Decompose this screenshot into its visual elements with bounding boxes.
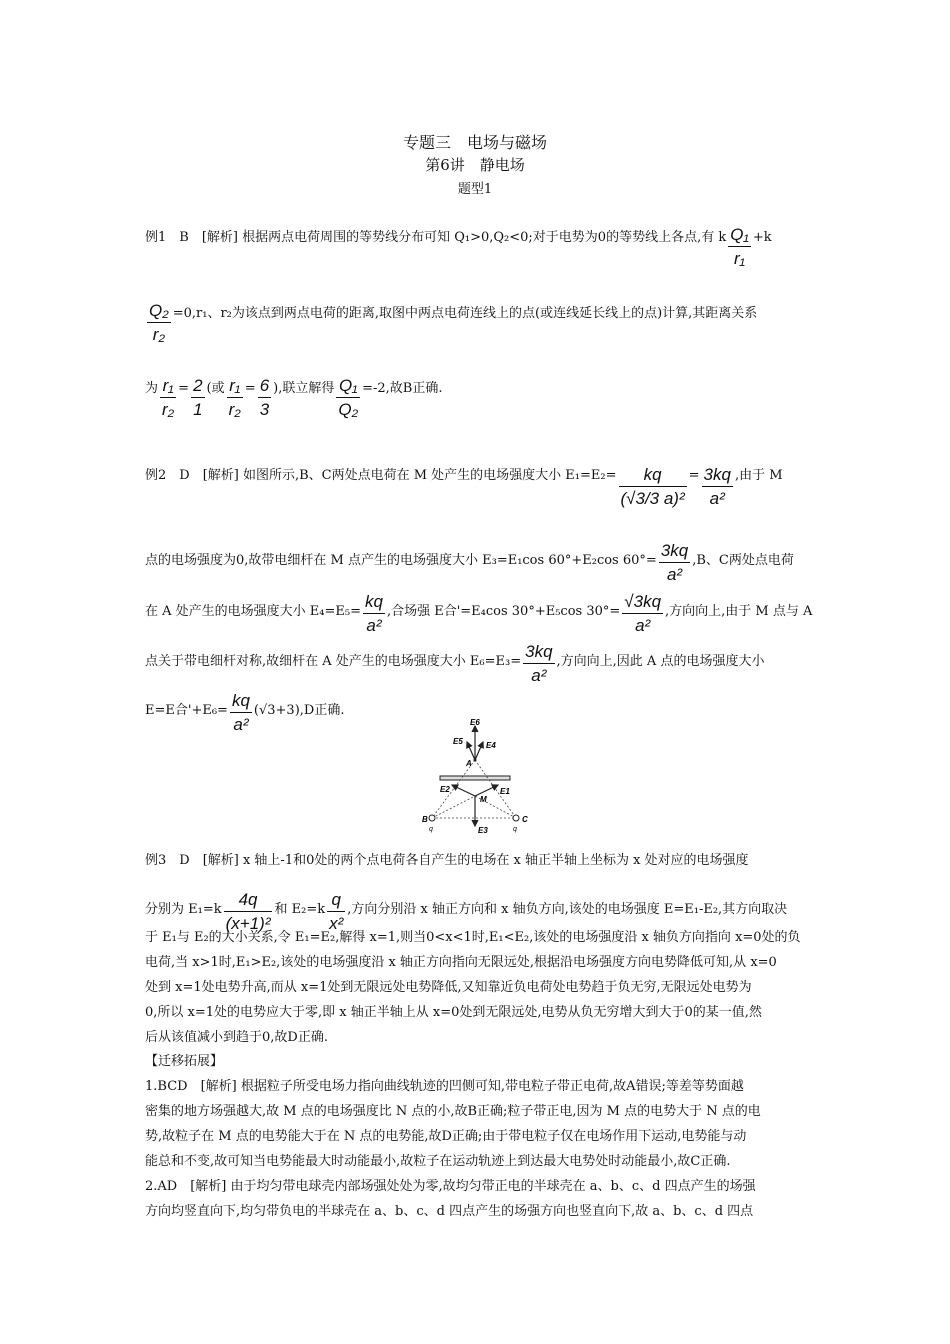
label-e1: E1: [500, 787, 510, 796]
frac-num: r₁: [227, 375, 243, 398]
frac-den: (√3/3 a)²: [620, 489, 685, 508]
ex2-frac3: [659, 540, 690, 587]
frac-den: 1: [193, 400, 203, 419]
field-diagram: [420, 716, 532, 836]
ex2-text1: 例2 D [解析] 如图所示,B、C两处点电荷在 M 处产生的电场强度大小 E₁=E₂=: [145, 468, 617, 483]
frac-den: a²: [233, 715, 249, 734]
ext2-line1: 2.AD [解析] 由于均匀带电球壳内部场强处处为零,故均匀带正电的半球壳在 a、b、c、d 四点产生的场强: [145, 1179, 756, 1194]
charge-b: [429, 815, 435, 821]
frac-den: a²: [366, 616, 382, 635]
ex1-result: =-2,故B正确.: [362, 381, 443, 396]
ex1-line3: 为 $\frac{\text{r₁}}{\text{r₂}}$ = $\frac{2}{1}$ (或 $\frac{\text{r₁}}{\text{r₂}}$ = $\frac{6}{3}$ ),联立解得 $\frac{\text{Q₁}}{\text{Q₂}}$ =-2,故B正确.: [145, 365, 805, 412]
label-e2: E2: [440, 785, 450, 794]
label-qc: q: [513, 826, 517, 833]
ex1-or: (或: [206, 381, 225, 396]
ex1-solve: ),联立解得: [273, 381, 335, 396]
frac-den: x²: [329, 914, 344, 933]
ex2-text1b: ,由于 M: [734, 468, 783, 483]
ext1-line4: 能总和不变,故可知当电势能最大时动能最小,故粒子在运动轨迹上到达最大电势处时动能最小,故C正确.: [145, 1154, 731, 1169]
ex2-eq: =: [688, 468, 700, 483]
label-c: C: [522, 815, 528, 824]
e4-arrow: [475, 742, 483, 760]
frac-num: 3kq: [702, 464, 733, 487]
ex1-frac7: [336, 375, 360, 422]
ex2-frac1: [619, 464, 687, 511]
ex2-line4: [145, 638, 805, 685]
frac-den: a²: [635, 616, 651, 635]
ex1-plus-k: +k: [752, 230, 772, 245]
label-m: M: [480, 795, 487, 804]
ex3-line6: 0,所以 x=1处的电势应大于零,即 x 轴正半轴上从 x=0处到无限远处,电势从负无穷增大到大于0的某一值,然: [145, 1005, 762, 1020]
e2-arrow: [452, 785, 475, 796]
ex2-line2: [145, 537, 805, 584]
ex3-line3: 于 E₁与 E₂的大小关系,令 E₁=E₂,解得 x=1,则当0<x<1时,E₁<E₂,该处的电场强度沿 x 轴负方向指向 x=0处的负: [145, 930, 801, 945]
frac-num: 4q: [224, 889, 273, 912]
frac-num: 3kq: [523, 641, 554, 664]
ex2-text5: E=E合'+E₆=: [145, 703, 228, 718]
ext1-line3: 势,故粒子在 M 点的电势能大于在 N 点的电势能,故D正确;由于带电粒子仅在电场作用下运动,电势能与动: [145, 1129, 747, 1144]
extension-heading: 【迁移拓展】: [145, 1054, 224, 1069]
frac-den: (x+1)²: [225, 914, 271, 933]
frac-num: Q₁: [728, 224, 751, 247]
ex2-frac4: [363, 591, 385, 638]
ex2-frac6: [523, 641, 554, 688]
ex2-line1: [145, 452, 805, 508]
ex2-text3b: ,合场强 E合'=E₄cos 30°+E₅cos 30°=: [386, 604, 621, 619]
charged-rod: [440, 776, 510, 780]
frac-den: r₂: [228, 400, 241, 419]
ex3-line2: [145, 886, 805, 933]
lecture-title: 第6讲 静电场: [425, 156, 525, 174]
ex1-frac1: [728, 224, 751, 271]
ex2-text3c: ,方向向上,由于 M 点与 A: [665, 604, 813, 619]
e5-arrow: [467, 742, 475, 760]
ex2-text4: 点关于带电细杆对称,故细杆在 A 处产生的电场强度大小 E₆=E₃=: [145, 654, 522, 669]
ext1-line2: 密集的地方场强越大,故 M 点的电场强度比 N 点的小,故B正确;粒子带正电,因为 M 点的电势大于 N 点的电: [145, 1104, 761, 1119]
ex1-text: 例1 B [解析] 根据两点电荷周围的等势线分布可知 Q₁>0,Q₂<0;对于电势为0的等势线上各点,有 k: [145, 230, 727, 245]
ex1-frac6: [258, 375, 271, 422]
label-qb: q: [429, 826, 433, 833]
frac-den: a²: [531, 666, 547, 685]
label-e6: E6: [470, 718, 480, 727]
point-a: [474, 759, 477, 762]
ex3-line4: 电荷,当 x>1时,E₁>E₂,该处的电场强度沿 x 轴正方向指向无限远处,根据沿电场强度方向电势降低可知,从 x=0: [145, 955, 777, 970]
ex1-frac2: [147, 300, 171, 347]
ex3-text2: 分别为 E₁=k: [145, 902, 222, 917]
frac-den: r₁: [734, 249, 746, 268]
ex1-line1: [145, 214, 805, 268]
ext2-line2: 方向均竖直向下,均匀带负电的半球壳在 a、b、c、d 四点产生的场强方向也竖直向下,故 a、b、c、d 四点: [145, 1204, 754, 1219]
ex2-text3: 在 A 处产生的电场强度大小 E₄=E₅=: [145, 604, 361, 619]
ex1-frac5: [227, 375, 243, 422]
ex3-line1: 例3 D [解析] x 轴上-1和0处的两个点电荷各自产生的电场在 x 轴正半轴上坐标为 x 处对应的电场强度: [145, 853, 749, 868]
charge-c: [513, 815, 519, 821]
dash-ac: [475, 760, 516, 818]
ex3-text2b: 和 E₂=k: [274, 902, 326, 917]
frac-num: kq: [619, 464, 687, 487]
frac-num: q: [327, 889, 345, 912]
frac-den: r₂: [152, 325, 165, 344]
label-e3: E3: [478, 826, 488, 835]
frac-num: 3kq: [659, 540, 690, 563]
ex2-text5b: (√3+3),D正确.: [253, 703, 345, 718]
frac-num: r₁: [160, 375, 176, 398]
frac-num: 2: [191, 375, 204, 398]
ex2-line3: [145, 588, 813, 635]
chapter-title: 专题三 电场与磁场: [402, 133, 547, 152]
ex2-frac2: [702, 464, 733, 511]
ex3-line7: 后从该值减小到趋于0,故D正确.: [145, 1030, 328, 1045]
ex1-line2: [145, 290, 805, 344]
frac-den: 3: [259, 400, 270, 419]
label-a: A: [466, 759, 472, 768]
ex2-frac7: [230, 690, 252, 737]
frac-den: a²: [709, 489, 725, 508]
ex3-line5: 处到 x=1处电势升高,而从 x=1处到无限远处电势降低,又知靠近负电荷处电势趋于负无穷,无限远处电势为: [145, 980, 752, 995]
frac-num: √3kq: [622, 591, 663, 614]
frac-num: kq: [363, 591, 385, 614]
type-title: 题型1: [457, 182, 493, 197]
label-e4: E4: [486, 741, 496, 750]
frac-num: kq: [230, 690, 252, 713]
label-e5: E5: [453, 737, 463, 746]
ex1-frac4: [191, 375, 204, 422]
ex1-frac3: [160, 375, 176, 422]
ex2-text2: 点的电场强度为0,故带电细杆在 M 点产生的电场强度大小 E₃=E₁cos 60°+E₂cos 60°=: [145, 553, 657, 568]
ex2-text2b: ,B、C两处点电荷: [692, 553, 794, 568]
frac-den: a²: [666, 565, 683, 584]
frac-num: Q₁: [336, 375, 360, 398]
dash-ab: [432, 760, 475, 818]
ex1-wei: 为: [145, 381, 159, 396]
ext1-line1: 1.BCD [解析] 根据粒子所受电场力指向曲线轨迹的凹侧可知,带电粒子带正电荷,故A错误;等差等势面越: [145, 1079, 744, 1094]
ex2-text4b: ,方向向上,因此 A 点的电场强度大小: [556, 654, 765, 669]
ex2-frac5: [622, 591, 663, 638]
ex1-text2: =0,r₁、r₂为该点到两点电荷的距离,取图中两点电荷连线上的点(或连线延长线上的点)计算,其距离关系: [172, 306, 758, 321]
label-b: B: [422, 815, 428, 824]
frac-den: r₂: [162, 400, 175, 419]
frac-den: Q₂: [338, 400, 359, 419]
ex3-text2c: ,方向分别沿 x 轴正方向和 x 轴负方向,该处的电场强度 E=E₁-E₂,其方向取决: [347, 902, 788, 917]
frac-num: Q₂: [147, 300, 171, 323]
dash-bm: [432, 796, 475, 818]
frac-num: 6: [258, 375, 271, 398]
